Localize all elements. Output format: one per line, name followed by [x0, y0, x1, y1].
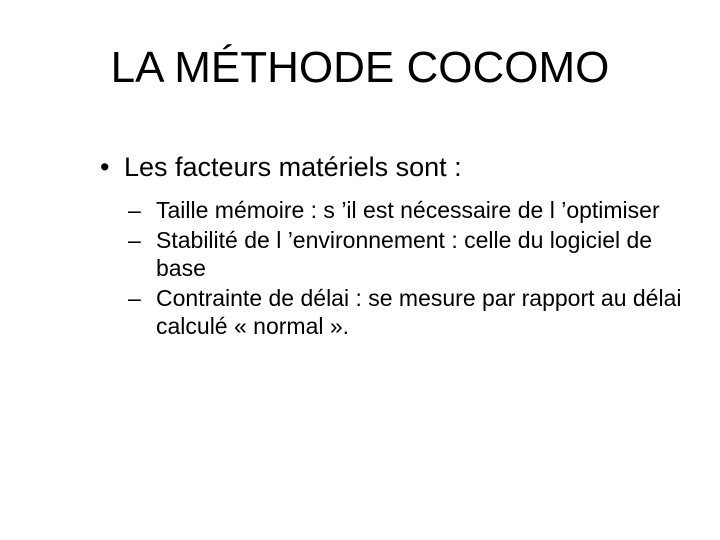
dash-icon: –: [128, 227, 141, 253]
main-bullet: [100, 150, 462, 184]
sub-bullet-text: Contrainte de délai : se mesure par rapport au délai calculé « normal ».: [156, 285, 682, 339]
sub-bullet-text: Taille mémoire : s ’il est nécessaire de l ’optimiser: [156, 197, 660, 223]
slide-title: LA MÉTHODE COCOMO: [110, 43, 610, 92]
sub-bullet-list: [128, 196, 708, 342]
sub-bullet-item: [128, 196, 708, 224]
dash-icon: –: [128, 197, 141, 223]
sub-bullet-item: [128, 226, 708, 282]
main-bullet-text: Les facteurs matériels sont :: [124, 152, 462, 182]
bullet-icon: •: [100, 152, 110, 182]
sub-bullet-text: Stabilité de l ’environnement : celle du logiciel de base: [156, 227, 653, 281]
sub-bullet-item: [128, 284, 708, 340]
dash-icon: –: [128, 285, 141, 311]
